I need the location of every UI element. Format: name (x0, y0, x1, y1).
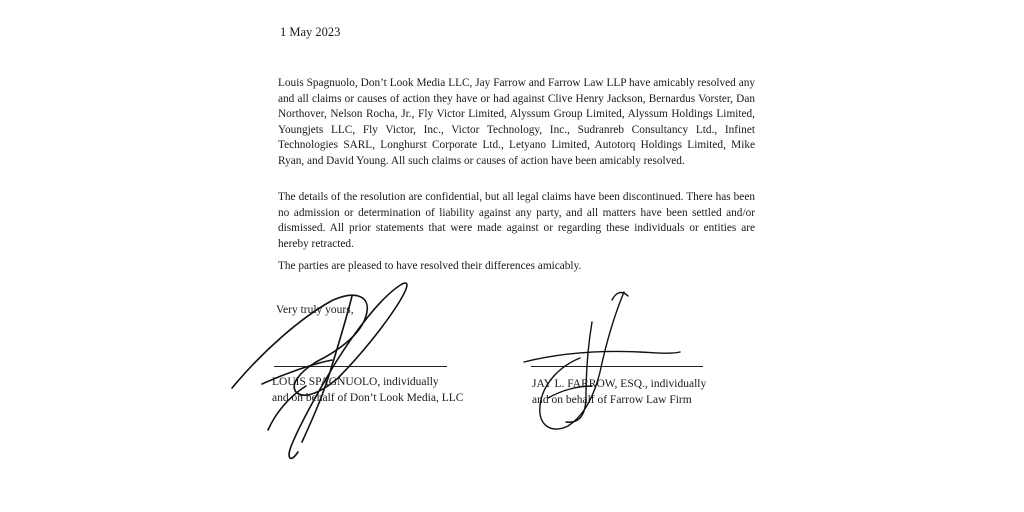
signatory-behalf-line: and on behalf of Don’t Look Media, LLC (272, 392, 464, 404)
signatory-name-line: JAY L. FARROW, ESQ., individually (532, 378, 707, 390)
signatory-behalf-line: and on behalf of Farrow Law Firm (532, 394, 692, 406)
closing-salutation: Very truly yours, (276, 304, 354, 316)
paragraph-pleased: The parties are pleased to have resolved their differences amicably. (278, 260, 582, 272)
signatory-name-line: LOUIS SPAGNUOLO, individually (272, 376, 439, 388)
paragraph-resolution: Louis Spagnuolo, Don’t Look Media LLC, Jay Farrow and Farrow Law LLP have amicably resolved any and all claims or causes of action they have or had against Clive Henry Jackson, Bernardus Vorster, Dan Northover, Nelson Rocha, Jr., Fly Victor Limited, Alyssum Group Limited, Alyssum Holdings Limited, Youngjets LLC, Fly Victor, Inc., Victor Technology, Inc., Sudranreb Consultancy Ltd., Infinet Technologies SARL, Longhurst Corporate Ltd., Letyano Limited, Autotorq Holdings Limited, Mike Ryan, and David Young. All such claims or causes of action have been amicably resolved. (278, 77, 755, 167)
letter-date: 1 May 2023 (280, 25, 341, 39)
paragraph-confidential: The details of the resolution are confidential, but all legal claims have been discontinued. There has been no admission or determination of liability against any party, and all matters have been settled and/or dismissed. All prior statements that were made against or regarding these individuals or entities are hereby retracted. (278, 191, 755, 250)
